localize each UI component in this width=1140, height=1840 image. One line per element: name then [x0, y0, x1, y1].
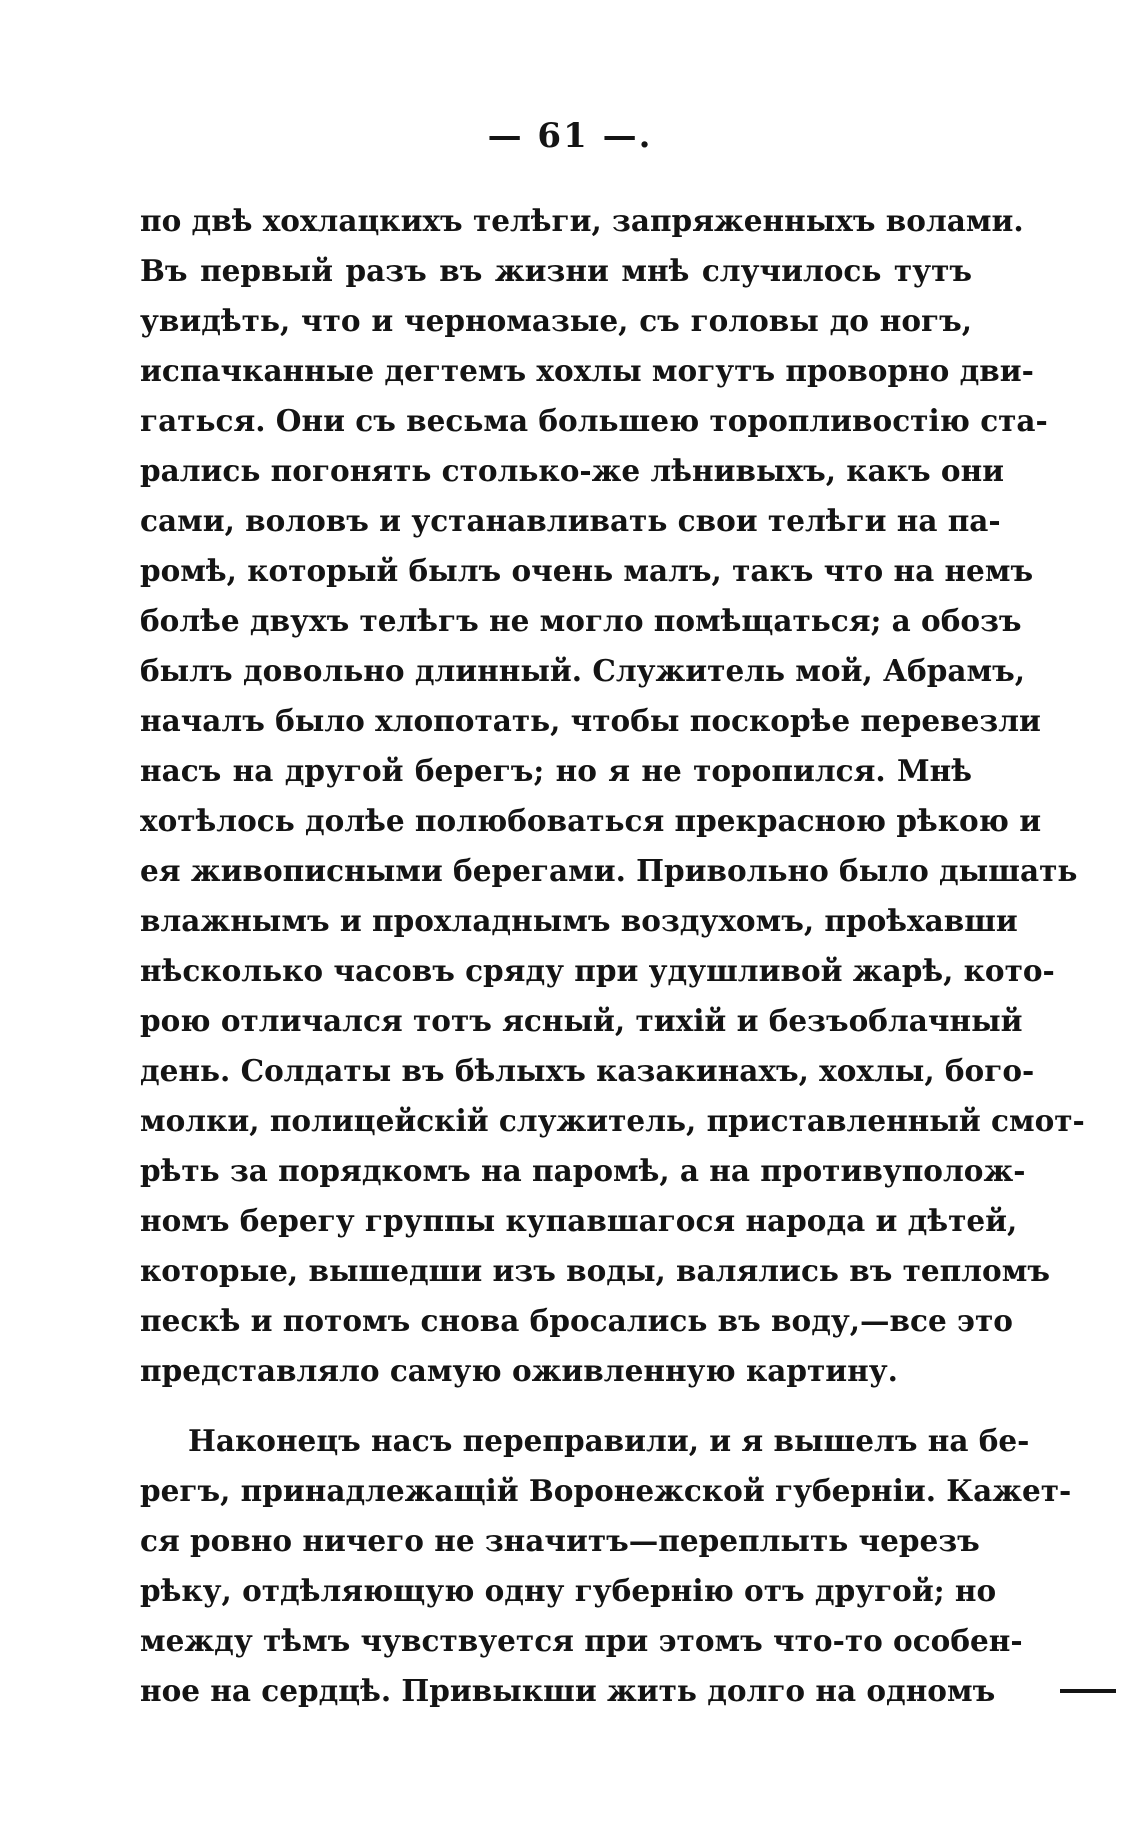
text-line: представляло самую оживленную картину. [140, 1353, 898, 1388]
body-text [140, 196, 1085, 1716]
text-line: которые, вышедши изъ воды, валялись въ тепломъ [140, 1253, 1050, 1288]
text-line: пескѣ и потомъ снова бросались въ воду,—все это [140, 1303, 1013, 1338]
text-line: испачканные дегтемъ хохлы могутъ проворно дви- [140, 353, 1034, 388]
text-line: Наконецъ насъ переправили, и я вышелъ на бе- [188, 1423, 1030, 1458]
text-line: сами, воловъ и устанавливать свои телѣги на па- [140, 503, 1001, 538]
text-line: номъ берегу группы купавшагося народа и дѣтей, [140, 1203, 1018, 1238]
text-line: ромѣ, который былъ очень малъ, такъ что на немъ [140, 553, 1034, 588]
margin-dash-mark [1060, 1689, 1116, 1693]
page-number: — 61 —. [487, 116, 653, 156]
text-line: болѣе двухъ телѣгъ не могло помѣщаться; а обозъ [140, 603, 1022, 638]
text-line: по двѣ хохлацкихъ телѣги, запряженныхъ волами. [140, 203, 1024, 238]
text-line: рѣку, отдѣляющую одну губернію отъ другой; но [140, 1573, 997, 1608]
text-line: влажнымъ и прохладнымъ воздухомъ, проѣхавши [140, 903, 1018, 938]
text-line: между тѣмъ чувствуется при этомъ что-то особен- [140, 1623, 1023, 1658]
text-line: молки, полицейскій служитель, приставленный смот- [140, 1103, 1085, 1138]
text-line: гаться. Они съ весьма большею торопливостію ста- [140, 403, 1048, 438]
text-line: рѣть за порядкомъ на паромѣ, а на противуполож- [140, 1153, 1026, 1188]
text-line: рались погонять столько-же лѣнивыхъ, какъ они [140, 453, 1005, 488]
text-line: былъ довольно длинный. Служитель мой, Абрамъ, [140, 653, 1025, 688]
paragraph-1 [140, 196, 1085, 1396]
text-line: Въ первый разъ въ жизни мнѣ случилось тутъ [140, 253, 972, 288]
text-line: началъ было хлопотать, чтобы поскорѣе перевезли [140, 703, 1041, 738]
text-line: день. Солдаты въ бѣлыхъ казакинахъ, хохлы, бого- [140, 1053, 1035, 1088]
paragraph-2 [140, 1416, 1072, 1716]
text-line: рою отличался тотъ ясный, тихій и безъоблачный [140, 1003, 1023, 1038]
text-line: ся ровно ничего не значитъ—переплыть черезъ [140, 1523, 980, 1558]
text-line: ея живописными берегами. Привольно было дышать [140, 853, 1078, 888]
text-line: увидѣть, что и черномазые, съ головы до ногъ, [140, 303, 972, 338]
text-line: регъ, принадлежащій Воронежской губерніи. Кажет- [140, 1473, 1072, 1508]
text-line: ное на сердцѣ. Привыкши жить долго на одномъ [140, 1673, 996, 1708]
text-line: хотѣлось долѣе полюбоваться прекрасною рѣкою и [140, 803, 1042, 838]
text-line: нѣсколько часовъ сряду при удушливой жарѣ, кото- [140, 953, 1055, 988]
text-line: насъ на другой берегъ; но я не торопился. Мнѣ [140, 753, 972, 788]
